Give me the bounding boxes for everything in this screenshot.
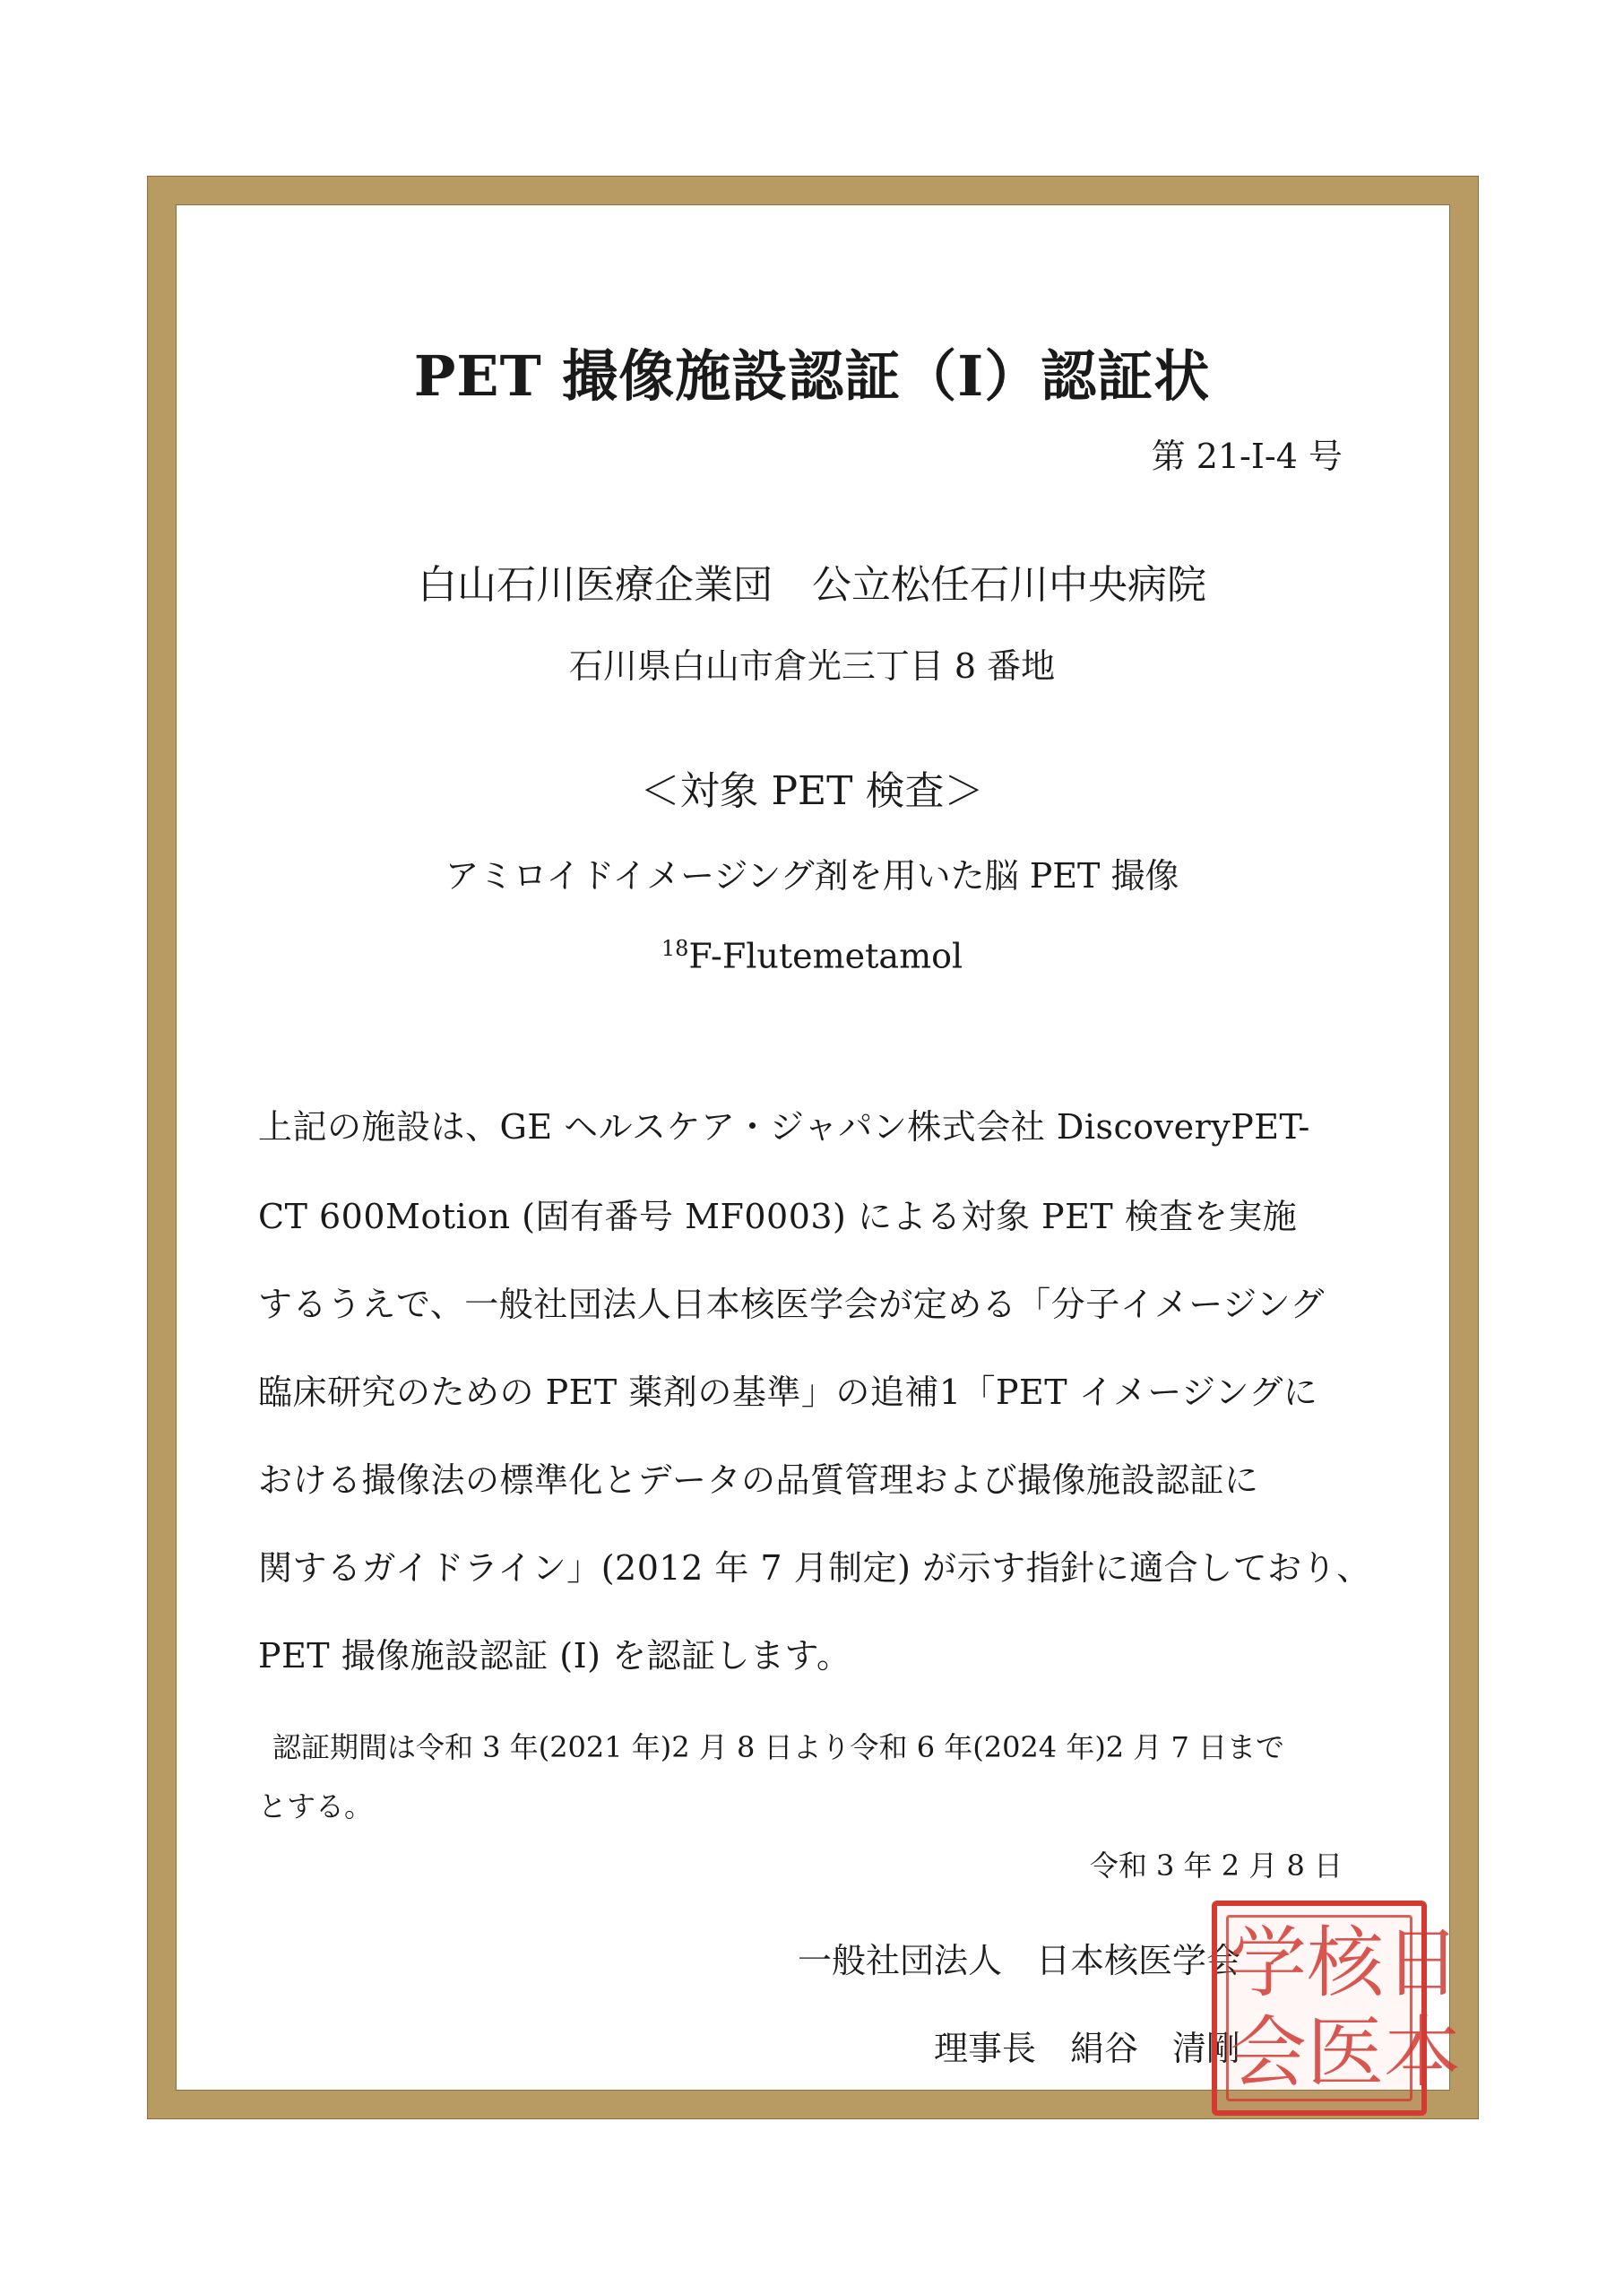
seal-char: 核 (1307, 1918, 1384, 2008)
tracer-name (0, 936, 1624, 976)
seal-char: 学 (1230, 1918, 1307, 2008)
seal-char: 本 (1384, 2008, 1461, 2098)
body-text-line: するうえで、一般社団法人日本核医学会が定める「分子イメージング (258, 1285, 1325, 1324)
validity-period-line: 認証期間は令和 3 年(2021 年)2 月 8 日より令和 6 年(2024 年)2 月 7 日まで (272, 1730, 1285, 1764)
seal-char: 医 (1307, 2008, 1384, 2098)
certificate-number: 第 21-I-4 号 (1151, 437, 1343, 476)
body-text-line: PET 撮像施設認証 (I) を認証します。 (258, 1636, 851, 1676)
official-seal-stamp (1212, 1901, 1461, 2116)
target-exam-description: アミロイドイメージング剤を用いた脳 PET 撮像 (445, 856, 1179, 896)
target-exam-heading: ＜対象 PET 検査＞ (640, 768, 984, 814)
body-text-line: おける撮像法の標準化とデータの品質管理および撮像施設認証に (258, 1460, 1259, 1500)
body-text-line: 関するガイドライン」(2012 年 7 月制定) が示す指針に適合しており、 (258, 1548, 1371, 1588)
body-text-line: 臨床研究のための PET 薬剤の基準」の追補1「PET イメージングに (258, 1373, 1318, 1412)
body-text-line: CT 600Motion (固有番号 MF0003) による対象 PET 検査を実施 (258, 1197, 1298, 1236)
hospital-name: 白山石川医療企業団 公立松任石川中央病院 (418, 562, 1206, 608)
seal-char: 会 (1230, 2008, 1307, 2098)
issuing-organization: 一般社団法人 日本核医学会 (797, 1941, 1240, 1980)
certificate-title: PET 撮像施設認証（I）認証状 (413, 343, 1211, 409)
issue-date: 令和 3 年 2 月 8 日 (1089, 1849, 1343, 1883)
hospital-address: 石川県白山市倉光三丁目 8 番地 (568, 646, 1056, 686)
seal-char: 日 (1384, 1918, 1461, 2008)
body-text-line: 上記の施設は、GE ヘルスケア・ジャパン株式会社 DiscoveryPET- (258, 1107, 1310, 1147)
tracer-compound: F-Flutemetamol (688, 936, 963, 976)
president-name: 理事長 絹谷 清剛 (933, 2029, 1240, 2068)
validity-period-line: とする。 (258, 1789, 374, 1823)
tracer-isotope-number: 18 (661, 936, 689, 961)
